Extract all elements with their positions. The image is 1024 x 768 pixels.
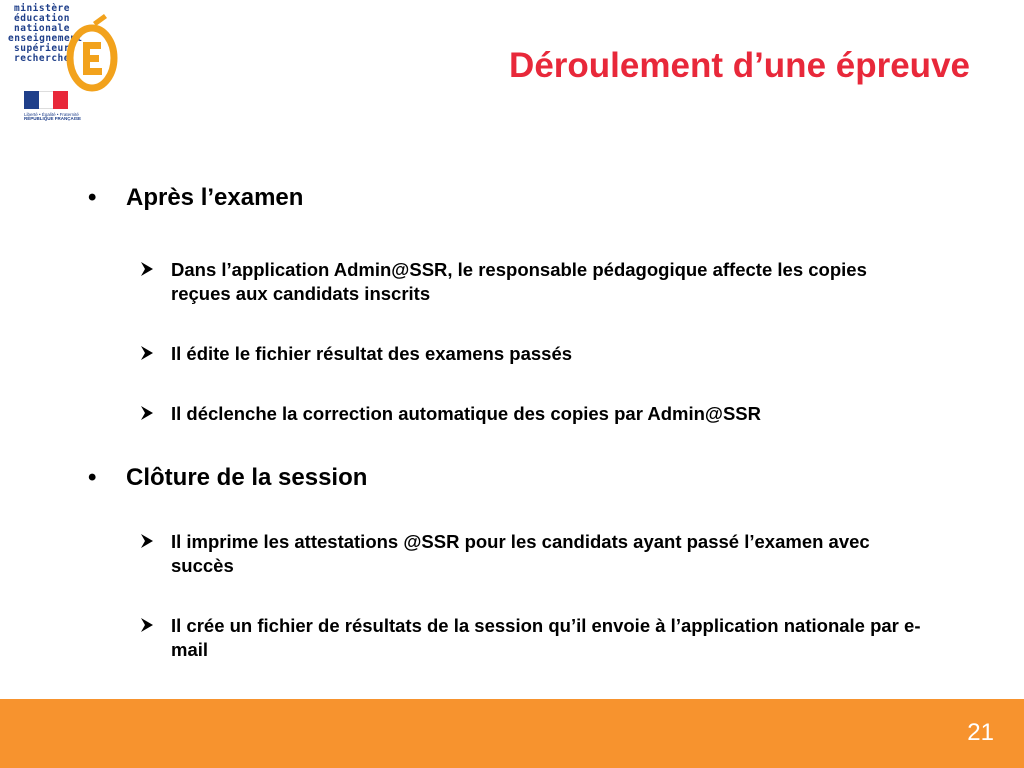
arrow-bullet-icon xyxy=(140,405,154,421)
arrow-bullet-icon xyxy=(140,533,154,549)
list-item-text: Il édite le fichier résultat des examens passés xyxy=(171,343,573,364)
logo-word: recherche xyxy=(14,53,70,64)
logo-word: éducation xyxy=(14,13,70,24)
bullet-icon: • xyxy=(88,184,97,211)
arrow-bullet-icon xyxy=(140,345,154,361)
logo-word: nationale xyxy=(14,23,70,34)
list-item-text: Il déclenche la correction automatique des copies par Admin@SSR xyxy=(171,403,761,424)
list-item-text: Il crée un fichier de résultats de la session qu’il envoie à l’application nationale par e-mail xyxy=(171,615,921,660)
logo-e-emblem-icon xyxy=(66,14,118,92)
slide-footer xyxy=(0,699,1024,768)
flag-caption: RÉPUBLIQUE FRANÇAISE xyxy=(24,116,82,121)
list-item-text: Dans l’application Admin@SSR, le responsable pédagogique affecte les copies reçues aux candidats inscrits xyxy=(171,259,867,304)
slide-title: Déroulement d’une épreuve xyxy=(509,46,970,85)
section-heading-text: Clôture de la session xyxy=(126,464,368,491)
logo-word: enseignement xyxy=(8,33,83,44)
page-number: 21 xyxy=(967,719,994,746)
bullet-icon: • xyxy=(88,464,97,491)
logo-word: ministère xyxy=(14,3,70,14)
logo-wordmark xyxy=(8,3,83,64)
flag-motto: Liberté • Égalité • Fraternité xyxy=(24,112,79,117)
list-item-text: Il imprime les attestations @SSR pour les candidats ayant passé l’examen avec succès xyxy=(171,531,870,576)
section-heading-text: Après l’examen xyxy=(126,184,304,211)
arrow-bullet-icon xyxy=(140,261,154,277)
logo-word: supérieur xyxy=(14,43,70,54)
republique-francaise-flag xyxy=(24,91,68,109)
arrow-bullet-icon xyxy=(140,617,154,633)
